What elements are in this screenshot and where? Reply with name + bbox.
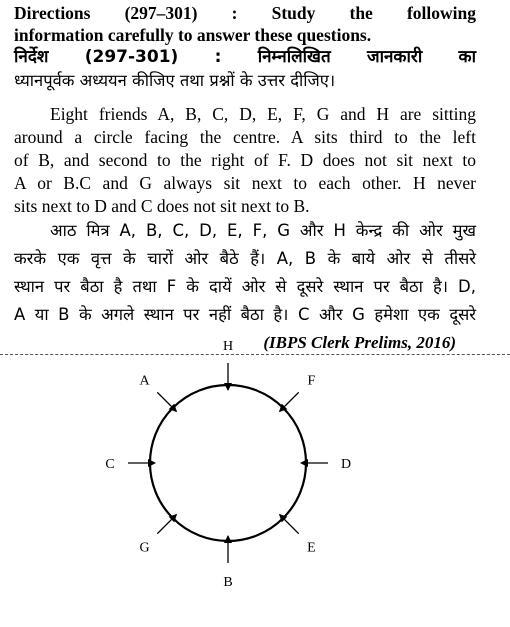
directions-heading-en-line1: Directions (297–301) : Study the following [14, 3, 476, 23]
seat-label-d: D [340, 457, 352, 472]
seat-label-f: F [307, 373, 316, 389]
seat-label-c: C [105, 457, 115, 472]
directions-heading-en-line2: information carefully to answer these questions. [14, 25, 372, 45]
seat-label-a: A [139, 373, 150, 389]
passage-hi-line: A या B के अगले स्थान पर नहीं बैठा है। C और G हमेशा एक दूसरे [14, 305, 476, 324]
passage-en-line: Eight friends A, B, C, D, E, F, G and H are sitting [50, 104, 476, 124]
seat-label-h: H [222, 339, 234, 354]
passage-en-line: of B, and second to the right of F. D does not sit next to [14, 150, 476, 170]
seat-label-g: G [139, 540, 150, 556]
passage-hi-line: करके एक वृत्त के चारों ओर बैठे हैं। A, B के बाये ओर से तीसरे [14, 249, 476, 268]
seat-markers [105, 339, 351, 590]
directions-heading-hi-line2: ध्यानपूर्वक अध्ययन कीजिए तथा प्रश्नों के उत्तर दीजिए। [14, 71, 336, 90]
directions-heading-hi-line1: निर्देश (297-301) : निम्नलिखित जानकारी का [14, 47, 476, 67]
passage-hi-line: आठ मित्र A, B, C, D, E, F, G और H केन्द्र की ओर मुख [50, 221, 476, 240]
passage-hi-line: स्थान पर बैठा है तथा F के दायें ओर से दूसरे स्थान पर बैठा है। D, [14, 277, 476, 296]
seat-label-b: B [223, 575, 233, 590]
passage-en-line: A or B.C and G always sit next to each other. H never [14, 173, 476, 193]
source-citation: (IBPS Clerk Prelims, 2016) [263, 333, 456, 352]
passage-en-line: around a circle facing the centre. A sits third to the left [14, 127, 476, 147]
seat-label-e: E [307, 540, 316, 556]
seat-arrow-g [157, 515, 176, 534]
seat-arrow-f [280, 392, 299, 411]
passage-en-line: sits next to D and C does not sit next to B. [14, 196, 310, 216]
seat-arrow-a [157, 392, 176, 411]
seat-arrow-e [280, 515, 299, 534]
